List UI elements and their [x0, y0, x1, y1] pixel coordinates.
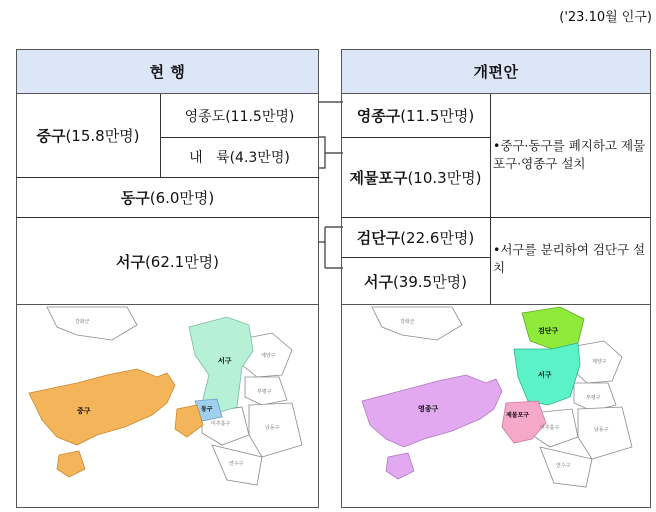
seogu-region [189, 317, 253, 413]
label-bupyeong: 부평구 [257, 389, 272, 395]
label-ganghwa-after: 강화군 [400, 319, 415, 325]
row-jemulpogu [341, 137, 490, 217]
junggu-name: 중구 [36, 127, 66, 145]
yeongjonggu-name: 영종구 [356, 107, 401, 125]
label-yeonsu: 연수구 [229, 461, 244, 467]
yeongjonggu-pop: (11.5만명) [400, 107, 475, 125]
yeongjongdo-name: 영종도 [184, 108, 226, 125]
map-before [16, 305, 319, 508]
yeongjong-island [386, 453, 414, 479]
naeryuk-name: 내 륙 [189, 150, 230, 166]
row-donggu [16, 177, 319, 217]
junggu-inland [175, 405, 203, 437]
jemulpogu-name: 제물포구 [349, 168, 408, 187]
proposal-header: 개편안 [341, 49, 651, 94]
map-after-svg [342, 305, 651, 508]
naeryuk-pop: (4.3만명) [229, 150, 290, 166]
label-bupyeong-after: 부평구 [586, 395, 601, 401]
donggu-pop: (6.0만명) [149, 188, 215, 207]
label-yeongjong: 영종구 [418, 405, 439, 413]
label-michuhol: 미추홀구 [211, 421, 231, 427]
label-namdong: 남동구 [265, 425, 280, 431]
label-namdong-after: 남동구 [594, 427, 609, 433]
yeongjongdo-pop: (11.5만명) [225, 108, 295, 125]
row-geomdangu [341, 217, 490, 257]
namdong-region-after [578, 407, 632, 459]
note-jemulpo: •중구·동구를 폐지하고 제물포구·영종구 설치 [493, 138, 646, 171]
row-seogu-current [16, 217, 319, 305]
seogu-proposal-name: 서구 [363, 272, 393, 291]
jemulpogu-pop: (10.3만명) [407, 168, 482, 187]
geomdangu-name: 검단구 [356, 228, 401, 247]
geomdangu-pop: (22.6만명) [400, 228, 475, 247]
map-after [341, 305, 651, 508]
ganghwa-region [47, 307, 137, 340]
row-yeongjonggu [341, 94, 490, 137]
row-junggu [16, 94, 160, 177]
label-seogu: 서구 [218, 357, 232, 365]
connector-lines [319, 90, 343, 280]
row-seogu-proposal [341, 257, 490, 305]
row-yeongjongdo [160, 94, 319, 137]
label-gyeyang: 계양구 [261, 353, 276, 359]
label-donggu: 동구 [201, 406, 213, 413]
label-seogu-after: 서구 [538, 371, 552, 379]
seogu-proposal-pop: (39.5만명) [392, 272, 468, 291]
seogu-current-pop: (62.1만명) [144, 252, 220, 271]
label-michuhol-after: 미추홀구 [540, 425, 560, 431]
label-geomdan: 검단구 [538, 327, 559, 335]
junggu-region [29, 369, 175, 445]
note-geomdan: •서구를 분리하여 검단구 설치 [493, 242, 646, 275]
population-date-note: ('23.10월 인구) [559, 10, 652, 25]
label-ganghwa: 강화군 [75, 319, 90, 325]
seogu-current-name: 서구 [115, 252, 145, 271]
label-jemulpo: 제물포구 [506, 412, 530, 419]
label-gyeyang-after: 계양구 [592, 359, 607, 365]
donggu-name: 동구 [120, 188, 150, 207]
ganghwa-region-after [372, 307, 462, 340]
row-naeryuk [160, 137, 319, 177]
junggu-island [57, 451, 85, 477]
label-junggu: 중구 [77, 407, 91, 415]
label-yeonsu-after: 연수구 [556, 463, 571, 469]
map-before-svg [17, 305, 319, 508]
junggu-pop: (15.8만명) [65, 127, 140, 145]
current-header: 현 행 [16, 49, 319, 94]
